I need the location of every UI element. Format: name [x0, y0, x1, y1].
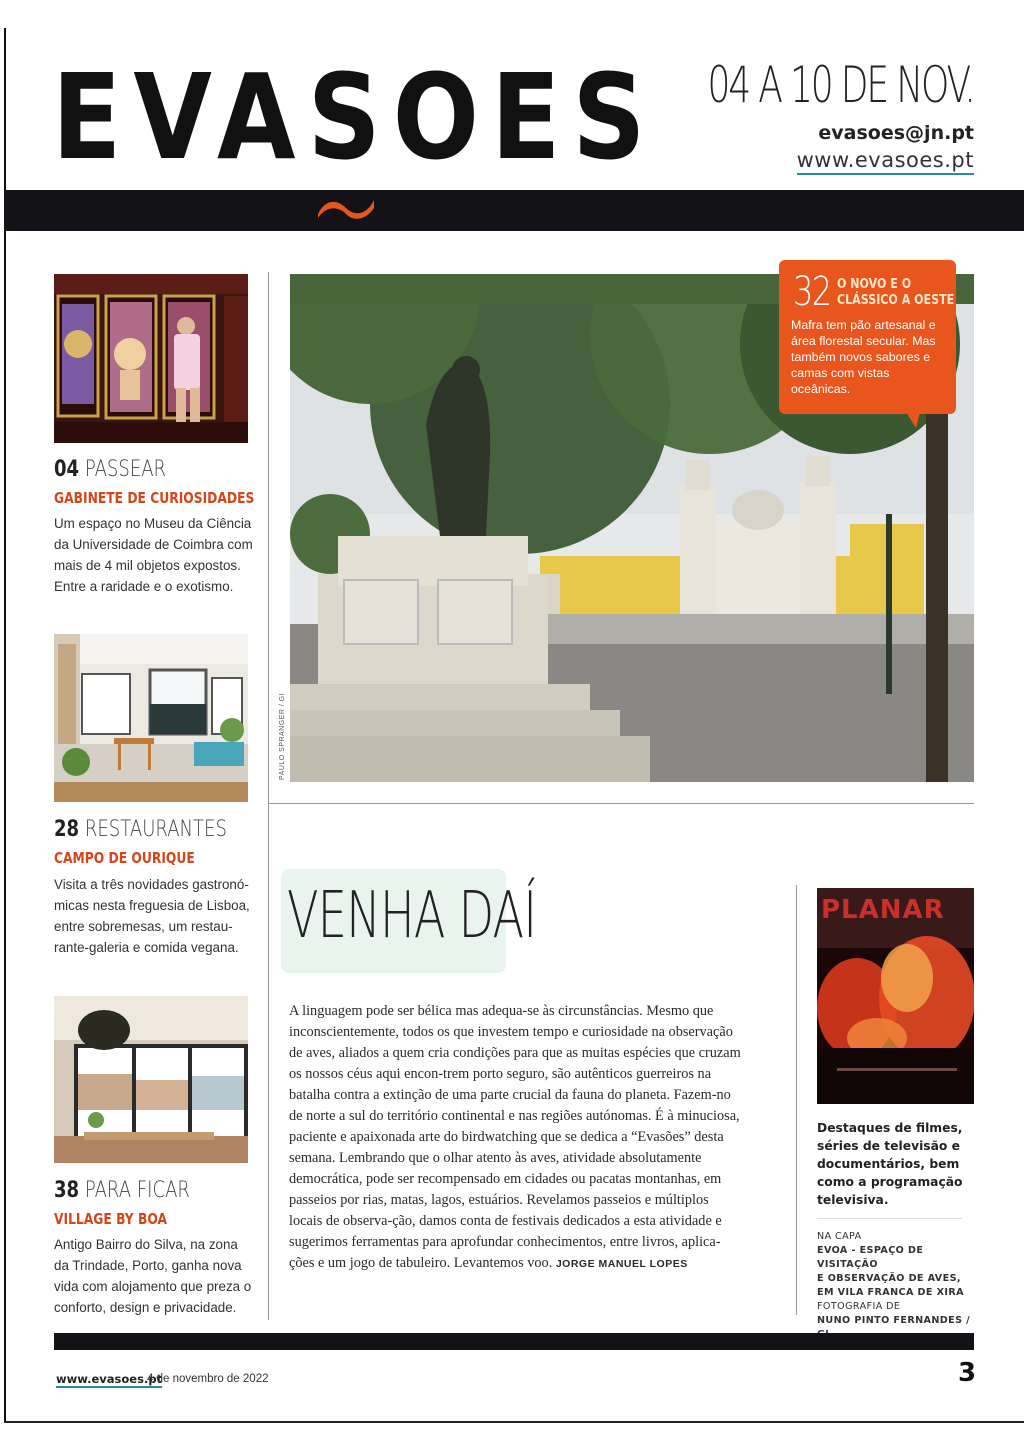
header-bar	[4, 190, 1024, 231]
sidebar-item-kicker[interactable]: GABINETE DE CURIOSIDADES	[54, 489, 255, 507]
feature-title	[837, 276, 954, 308]
sidebar-item-number: 04	[54, 457, 80, 482]
cover-description-line1: EVOA - ESPAÇO DE VISITAÇÃO	[817, 1245, 924, 1270]
callout-pointer	[906, 412, 920, 428]
masthead-logo: EVASOES	[52, 48, 658, 186]
sidebar-item-text: Um espaço no Museu da Ciência da Universidade de Coimbra com mais de 4 mil objetos expostos. Entre a raridade e o exotismo.	[54, 516, 253, 594]
contact-email[interactable]: evasoes@jn.pt	[818, 122, 974, 144]
cover-separator	[817, 1218, 962, 1219]
feature-text: Mafra tem pão artesanal e área florestal secular. Mas também novos sabores e camas com vistas oceânicas.	[791, 318, 936, 396]
sidebar-item-text: Antigo Bairro do Silva, na zona da Trindade, Porto, ganha nova vida com alojamento que preza o conforto, design e privacidade.	[54, 1237, 252, 1315]
column-divider	[268, 272, 269, 1320]
sidebar-item-number-title	[54, 459, 166, 481]
thumb-gabinete-curiosidades[interactable]	[54, 274, 248, 443]
cover-photo-label: FOTOGRAFIA DE	[817, 1301, 901, 1312]
cover-magazine-title: PLANAR	[821, 895, 945, 925]
sidebar-item-number: 38	[54, 1178, 80, 1203]
cover-label: NA CAPA	[817, 1231, 862, 1242]
footer-website-link[interactable]: www.evasoes.pt	[56, 1372, 163, 1386]
cover-description-line2: E OBSERVAÇÃO DE AVES,	[817, 1273, 961, 1284]
thumb-village-by-boa[interactable]	[54, 996, 248, 1163]
editorial-title: VENHA DAÍ	[287, 879, 537, 953]
editorial-byline: JORGE MANUEL LOPES	[555, 1258, 688, 1270]
sidebar-item-number-title	[54, 819, 227, 841]
cover-photographer: NUNO PINTO FERNANDES /	[817, 1315, 971, 1326]
sidebar-item-section: PARA FICAR	[84, 1178, 190, 1203]
sidebar-item-kicker[interactable]: VILLAGE BY BOA	[54, 1210, 167, 1228]
sidebar-item-kicker[interactable]: CAMPO DE OURIQUE	[54, 849, 195, 867]
cover-caption: Destaques de filmes, séries de televisão e documentários, bem como a programação televisiva.	[817, 1121, 963, 1207]
sidebar-item-section: RESTAURANTES	[84, 817, 227, 842]
photo-divider	[268, 803, 974, 804]
footer-bar	[54, 1333, 974, 1350]
sidebar-item-section: PASSEAR	[84, 457, 167, 482]
feature-title-line2: CLÁSSICO A OESTE	[837, 292, 955, 308]
cover-image[interactable]	[817, 888, 974, 1104]
issue-dates: 04 A 10 DE NOV.	[707, 56, 974, 114]
sidebar-item-number-title	[54, 1180, 190, 1202]
feature-callout[interactable]	[779, 260, 956, 414]
editorial-body	[289, 1001, 745, 1275]
feature-page-number: 32	[793, 269, 831, 315]
page-bottom-rule	[4, 1421, 1024, 1423]
header-website-link[interactable]: www.evasoes.pt	[797, 148, 974, 175]
page-number: 3	[958, 1358, 977, 1388]
photo-credit: PAULO SPRANGER / GI	[279, 692, 286, 780]
thumb-campo-de-ourique[interactable]	[54, 634, 248, 802]
right-column-divider	[796, 885, 797, 1315]
sidebar-item-text: Visita a três novidades gastronó-micas nesta freguesia de Lisboa, entre sobremesas, um restau-rante-galeria e comida vegana.	[54, 877, 250, 955]
page-left-rule	[4, 28, 6, 1423]
cover-credits	[817, 1230, 977, 1342]
feature-title-line1: O NOVO E O	[837, 276, 912, 292]
editorial-text: A linguagem pode ser bélica mas adequa-se às circunstâncias. Mesmo que inconscientemente, todos os que investem tempo e curiosidade na observação de aves, aliados a quem cria condições para que as muitas espécies que cruzam os nossos céus aqui encon-trem porto seguro, são autênticos guerreiros na batalha contra a extinção de uma parte crucial da fauna do planeta. Fazem-no de norte a sul do território continental e nas regiões autónomas. É à minuciosa, paciente e apaixonada arte do birdwatching que se dedica a “Evasões” desta semana. Lembrando que o olhar atento às aves, atividade absolutamente democrática, pode ser recompensado em cidades ou pacatas montanhas, em passeios por rias, matas, lagos, estuários. Revelamos passeios e múltiplos locais de observa-ção, damos conta de festivais dedicados a esta atividade e sugerimos ferramentas para aprofundar conhecimentos, entre livros, aplica-ções e um jogo de tabuleiro. Levantemos voo.	[289, 1003, 741, 1271]
footer-date: 4 de novembro de 2022	[147, 1373, 269, 1385]
cover-description-line3: EM VILA FRANCA DE XIRA	[817, 1287, 964, 1298]
sidebar-item-number: 28	[54, 817, 80, 842]
tilde-logo-icon	[316, 196, 376, 220]
